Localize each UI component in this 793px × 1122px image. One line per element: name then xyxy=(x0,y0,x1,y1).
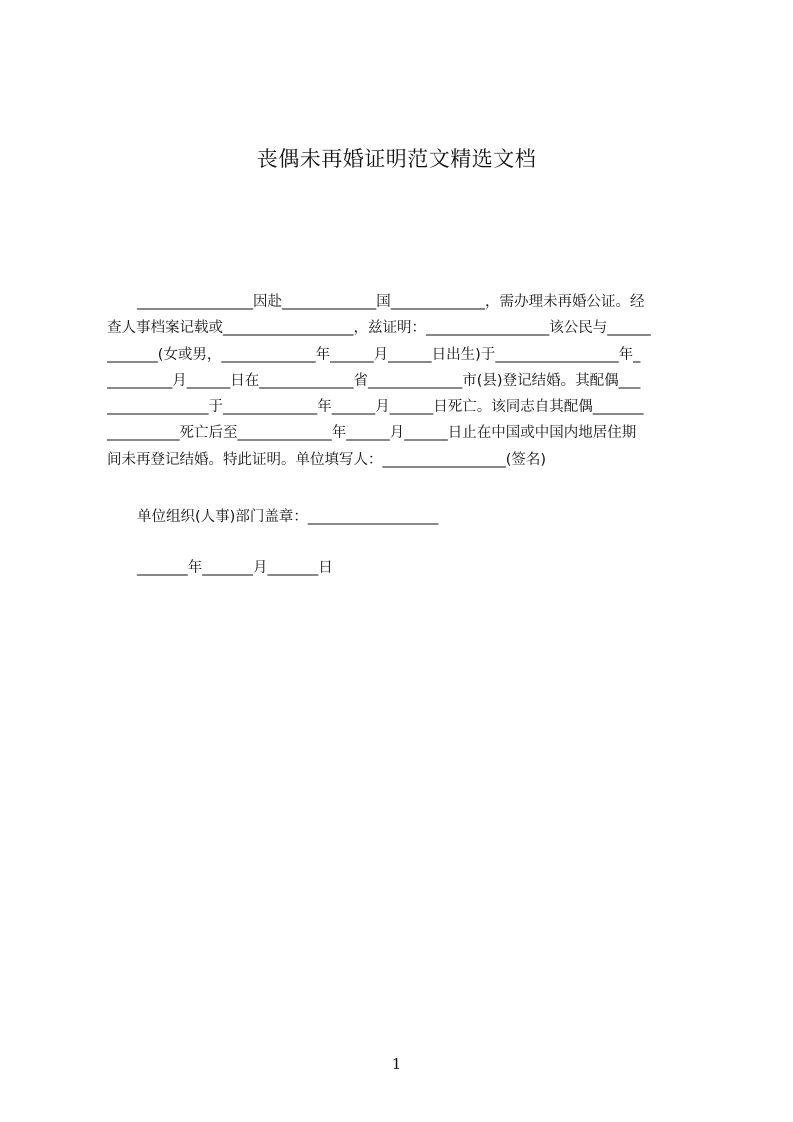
body-line-2: 查人事档案记载或__________________，兹证明：_________________该公民与______ xyxy=(107,320,651,337)
body-line-5: ______________于_____________年______月______日死亡。该同志自其配偶_______ xyxy=(107,399,644,416)
body-line-6: __________死亡后至_____________年______月______日止在中国或中国内地居住期 xyxy=(107,425,637,442)
body-line-3: _______(女或男，_____________年______月______日出生)于_________________年_ xyxy=(107,346,641,363)
body-line-4: _________月______日在_____________省_____________市(县)登记结婚。其配偶___ xyxy=(107,372,641,389)
stamp-line: 单位组织(人事)部门盖章：__________________ xyxy=(137,509,439,525)
date-line: _______年_______月_______日 xyxy=(137,560,333,576)
body-line-7: 间未再登记结婚。特此证明。单位填写人：_________________(签名) xyxy=(107,451,547,468)
certificate-body xyxy=(107,291,699,475)
page-number: 1 xyxy=(391,1055,402,1073)
body-line-1: ________________因赴_____________国_____________，需办理未再婚公证。经 xyxy=(137,294,645,310)
document-title: 丧偶未再婚证明范文精选文档 xyxy=(256,147,537,171)
